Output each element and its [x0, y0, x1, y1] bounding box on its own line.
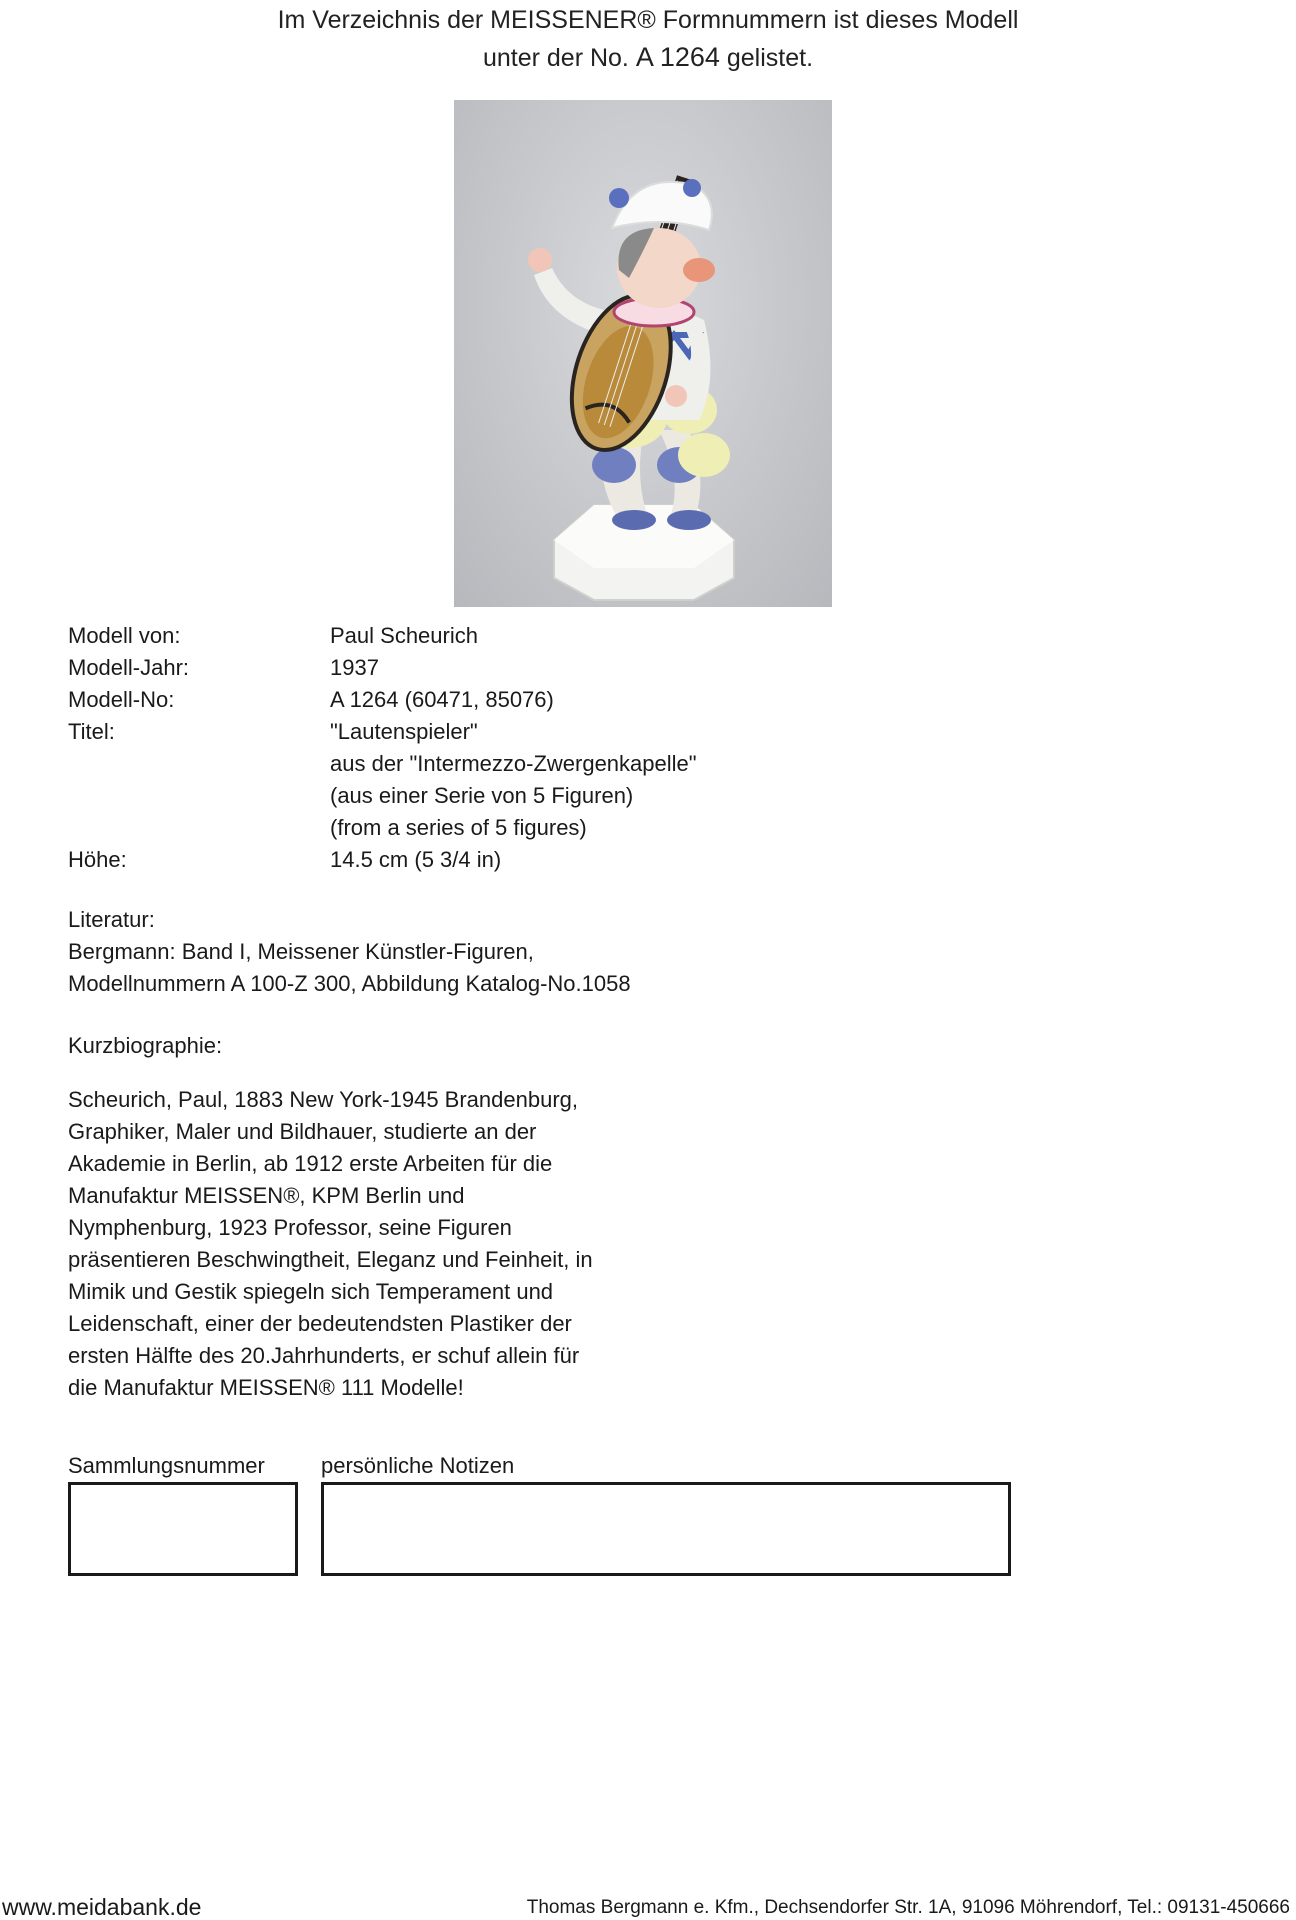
model-no-value: A 1264 (60471, 85076): [330, 687, 554, 712]
title-line: (from a series of 5 figures): [330, 815, 587, 840]
detail-row-height: [68, 844, 968, 876]
collection-number-label: Sammlungsnummer: [68, 1453, 265, 1478]
biography-line: die Manufaktur MEISSEN® 111 Modelle!: [68, 1375, 464, 1400]
biography-line: Leidenschaft, einer der bedeutendsten Plastiker der: [68, 1311, 572, 1336]
literature-section: [68, 904, 968, 1000]
height-label: Höhe:: [68, 847, 127, 872]
biography-line: Manufaktur MEISSEN®, KPM Berlin und: [68, 1183, 465, 1208]
personal-notes-label: persönliche Notizen: [321, 1453, 515, 1478]
detail-row-title: [68, 716, 968, 844]
biography-line: Mimik und Gestik spiegeln sich Temperament und: [68, 1279, 554, 1304]
model-year-label: Modell-Jahr:: [68, 655, 190, 680]
header-line-2: [0, 39, 1296, 77]
page-header: [0, 2, 1296, 77]
footer-address: Thomas Bergmann e. Kfm., Dechsendorfer Str. 1A, 91096 Möhrendorf, Tel.: 09131-450666: [526, 1897, 1290, 1918]
detail-row-model-by: [68, 620, 968, 652]
biography-line: ersten Hälfte des 20.Jahrhunderts, er schuf allein für: [68, 1343, 580, 1368]
model-no-label: Modell-No:: [68, 687, 175, 712]
literature-heading: Literatur:: [68, 907, 155, 932]
literature-line: Modellnummern A 100-Z 300, Abbildung Katalog-No.1058: [68, 971, 631, 996]
biography-line: Nymphenburg, 1923 Professor, seine Figuren: [68, 1215, 512, 1240]
model-year-value: 1937: [330, 655, 379, 680]
title-line: "Lautenspieler": [330, 719, 478, 744]
biography-line: Scheurich, Paul, 1883 New York-1945 Brandenburg,: [68, 1087, 579, 1112]
figurine-photo: [454, 100, 832, 607]
title-label: Titel:: [68, 719, 115, 744]
figurine-illustration: [454, 100, 832, 607]
model-number-highlight: A 1264: [635, 42, 720, 72]
header-line-2-suffix: gelistet.: [726, 44, 814, 72]
biography-line: Graphiker, Maler und Bildhauer, studierte an der: [68, 1119, 537, 1144]
height-value: 14.5 cm (5 3/4 in): [330, 847, 502, 872]
literature-line: Bergmann: Band I, Meissener Künstler-Figuren,: [68, 939, 534, 964]
detail-row-model-year: [68, 652, 968, 684]
header-line-1: Im Verzeichnis der MEISSENER® Formnummern ist dieses Modell: [277, 6, 1019, 34]
header-line-2-prefix: unter der No.: [482, 44, 629, 72]
collection-number-field[interactable]: [68, 1482, 298, 1576]
model-by-label: Modell von:: [68, 623, 181, 648]
title-value: [330, 716, 968, 844]
detail-row-model-no: [68, 684, 968, 716]
model-details: [68, 620, 968, 876]
biography-line: Akademie in Berlin, ab 1912 erste Arbeiten für die: [68, 1151, 553, 1176]
personal-notes-field[interactable]: [321, 1482, 1011, 1576]
title-line: (aus einer Serie von 5 Figuren): [330, 783, 634, 808]
model-by-value: Paul Scheurich: [330, 623, 478, 648]
title-line: aus der "Intermezzo-Zwergenkapelle": [330, 751, 697, 776]
website-link[interactable]: www.meidabank.de: [2, 1894, 202, 1920]
biography-heading: Kurzbiographie:: [68, 1033, 223, 1058]
biography-line: präsentieren Beschwingtheit, Eleganz und Feinheit, in: [68, 1247, 593, 1272]
biography-text: [68, 1084, 668, 1404]
